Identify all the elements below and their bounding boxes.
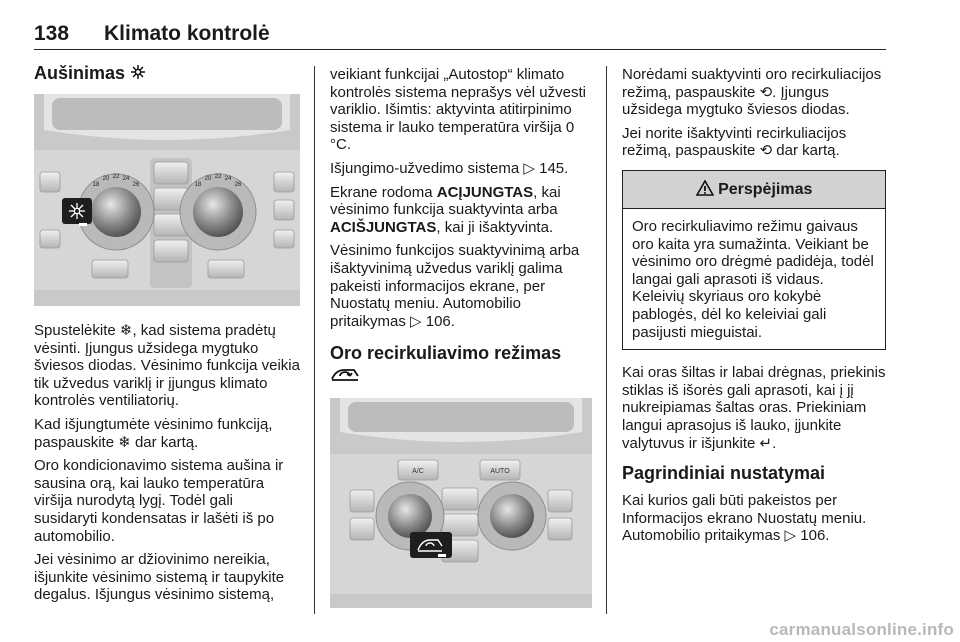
temp-mark: 18 <box>92 182 100 188</box>
column-divider <box>314 66 315 614</box>
temp-mark: 24 <box>224 176 232 182</box>
temp-mark: 22 <box>112 174 120 180</box>
paragraph: Norėdami suaktyvinti oro recirkuliacijos režimą, paspauskite ⟲. Įjungus užsidega mygtuko šviesos diodas. <box>622 66 882 119</box>
temp-mark: 20 <box>204 176 212 182</box>
paragraph: Jei vėsinimo ar džiovinimo nereikia, išjunkite vėsinimo sistemą ir taupykite degalus. Išjungus vėsinimo sistemą, <box>34 551 285 604</box>
ac-button-label: A/C <box>412 468 424 476</box>
climate-control-illustration <box>34 94 300 306</box>
temp-mark: 26 <box>132 182 140 188</box>
paragraph: Kai oras šiltas ir labai drėgnas, priekinis stiklas iš išorės gali aprasoti, kai į jį nukreipiamas šaltas oras. Priekiniam langui aprasojus iš lauko, įjunkite valytuvus ir išjunkite ↵. <box>622 364 886 452</box>
chapter-title: Klimato kontrolė <box>104 22 270 45</box>
paragraph: veikiant funkcijai „Autostop“ klimato kontrolės sistema neprašys vėl užvesti variklio. Išimtis: aktyvinta atitirpinimo sistema ir lauko temperatūra viršija 0 °C. <box>330 66 586 154</box>
temp-mark: 26 <box>234 182 242 188</box>
climate-panel-photo-recirculation <box>330 398 592 608</box>
paragraph: Kad išjungtumėte vėsinimo funkciją, paspauskite ❄ dar kartą. <box>34 415 273 451</box>
section-heading-basic-settings: Pagrindiniai nustatymai <box>622 463 826 484</box>
column-divider <box>606 66 607 614</box>
warning-triangle-icon <box>696 180 714 196</box>
temp-mark: 24 <box>122 176 130 182</box>
temp-mark: 22 <box>214 174 222 180</box>
temp-mark: 20 <box>102 176 110 182</box>
climate-panel-photo-cooling <box>34 94 300 306</box>
paragraph: Ekrane rodoma ACĮJUNGTAS, kai vėsinimo funkcija suaktyvinta arba ACIŠJUNGTAS, kai ji išaktyvinta. <box>330 183 561 236</box>
recirculation-icon <box>330 367 360 383</box>
paragraph: Jei norite išaktyvinti recirkuliacijos režimą, paspauskite ⟲ dar kartą. <box>622 124 847 160</box>
auto-button-label: AUTO <box>490 468 510 476</box>
paragraph: Oro kondicionavimo sistema aušina ir sausina orą, kai lauko temperatūra viršija nurodytą lygį. Todėl gali susidaryti kondensatas ir lašėti iš po automobilio. <box>34 457 284 545</box>
column-1 <box>34 62 300 610</box>
page-number: 138 <box>34 22 70 45</box>
temp-mark: 18 <box>194 182 202 188</box>
watermark: carmanualsonline.info <box>769 620 954 639</box>
section-heading-recirculation: Oro recirkuliavimo režimas <box>330 342 592 386</box>
climate-control-illustration <box>330 398 592 608</box>
paragraph: Vėsinimo funkcijos suaktyvinimą arba išaktyvinimą užvedus variklį galima pakeisti informacijos ekrane, per Nuostatų meniu. Automobilio pritaikymas ▷ 106. <box>330 242 580 330</box>
ac-button-highlight <box>69 203 85 219</box>
paragraph: Išjungimo-užvedimo sistema ▷ 145. <box>330 159 569 177</box>
paragraph: Spustelėkite ❄, kad sistema pradėtų vėsinti. Įjungus užsidega mygtuko šviesos diodas. Vėsinimo funkcija veikia tik užvedus variklį ir įjungus klimato kontrolės ventiliatorių. <box>34 322 300 410</box>
warning-title: Perspėjimas <box>718 180 813 198</box>
paragraph: Kai kurios gali būti pakeistos per Informacijos ekrano Nuostatų meniu. Automobilio pritaikymas ▷ 106. <box>622 492 867 545</box>
column-2 <box>330 66 592 624</box>
warning-box <box>622 170 886 350</box>
section-heading-cooling: Aušinimas <box>34 62 300 84</box>
ac-snowflake-icon <box>130 64 146 80</box>
page-header <box>34 18 886 50</box>
column-3 <box>622 66 886 551</box>
warning-text: Oro recirkuliavimo režimu gaivaus oro kaita yra sumažinta. Veikiant be vėsinimo oro drėgmė padidėja, todėl langai gali aprasoti iš vidaus. Keleivių skyriaus oro kokybė pablogės, dėl ko keleiviai gali pasijusti mieguistai. <box>632 217 874 341</box>
warning-header <box>623 171 885 209</box>
